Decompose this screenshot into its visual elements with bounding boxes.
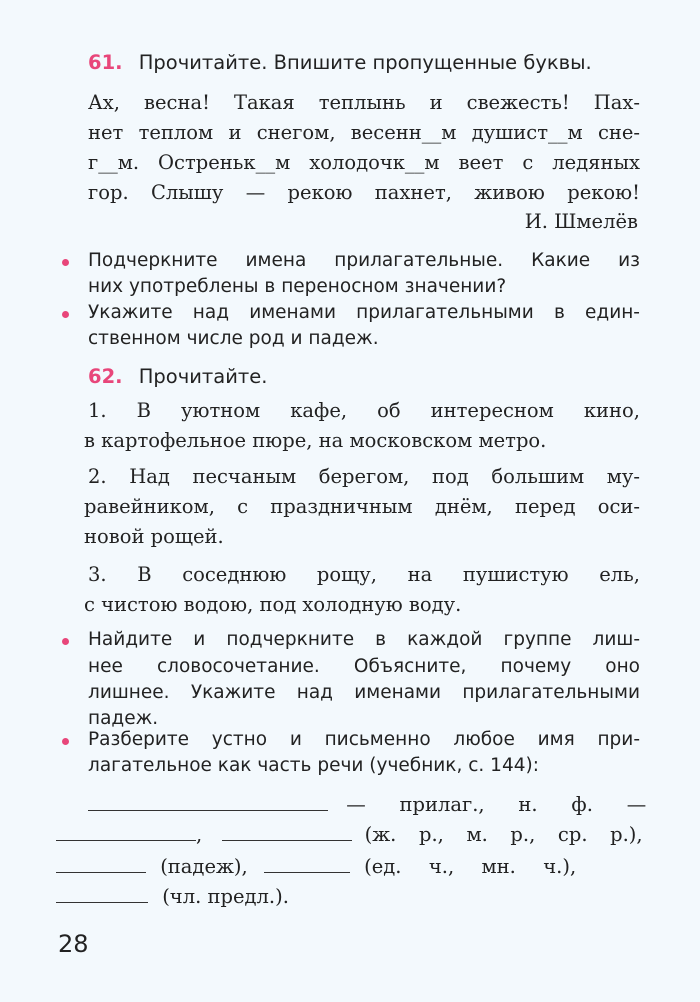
task-line: лишнее. Укажите над именами прилагательными bbox=[88, 682, 640, 703]
bullet-icon bbox=[62, 638, 69, 645]
form-text: (ж. р., м. р., ср. р.), bbox=[364, 823, 643, 846]
text-line: гор. Слышу — рекою пахнет, живою рекою! bbox=[88, 181, 640, 204]
exercise-instruction: Прочитайте. Впишите пропущенные буквы. bbox=[138, 51, 592, 74]
bullet-icon bbox=[62, 311, 69, 318]
answer-blank[interactable] bbox=[56, 822, 196, 841]
text-line: г__м. Остреньк__м холодочк__м веет с ледяных bbox=[88, 151, 640, 174]
task-line: нее словосочетание. Объясните, почему оно bbox=[88, 656, 640, 677]
text-line: нет теплом и снегом, весенн__м душист__м сне- bbox=[88, 121, 640, 144]
task-line: лагательное как часть речи (учебник, с. 144): bbox=[88, 755, 539, 776]
answer-blank[interactable] bbox=[88, 792, 328, 811]
text-line: 1. В уютном кафе, об интересном кино, bbox=[88, 399, 640, 422]
exercise-61-header bbox=[88, 48, 640, 78]
exercise-62-header bbox=[88, 362, 640, 392]
exercise-number: 61. bbox=[88, 51, 123, 74]
bullet-icon bbox=[62, 259, 69, 266]
answer-blank[interactable] bbox=[264, 854, 350, 873]
form-line-3 bbox=[56, 852, 640, 882]
form-text: (ед. ч., мн. ч.), bbox=[364, 855, 577, 878]
text-line: равейником, с праздничным днём, перед оси- bbox=[84, 495, 640, 518]
task-line: них употреблены в переносном значении? bbox=[88, 276, 507, 297]
page-number: 28 bbox=[58, 930, 89, 958]
bullet-icon bbox=[62, 738, 69, 745]
text-line: 2. Над песчаным берегом, под большим му- bbox=[88, 465, 640, 488]
form-text: (чл. предл.). bbox=[162, 885, 289, 908]
form-comma: , bbox=[196, 823, 203, 846]
task-line: Найдите и подчеркните в каждой группе лиш- bbox=[88, 629, 640, 650]
exercise-instruction: Прочитайте. bbox=[138, 365, 268, 388]
author: И. Шмелёв bbox=[524, 210, 638, 233]
task-line: ственном числе род и падеж. bbox=[88, 328, 379, 349]
answer-blank[interactable] bbox=[222, 822, 352, 841]
form-text: — прилаг., н. ф. — bbox=[346, 793, 647, 816]
exercise-number: 62. bbox=[88, 365, 123, 388]
text-line: новой рощей. bbox=[84, 525, 224, 548]
task-line: Подчеркните имена прилагательные. Какие из bbox=[88, 250, 640, 271]
answer-blank[interactable] bbox=[56, 884, 148, 903]
task-line: Укажите над именами прилагательными в един- bbox=[88, 302, 640, 323]
form-text: (падеж), bbox=[160, 855, 248, 878]
form-line-1 bbox=[88, 790, 647, 820]
text-line: Ах, весна! Такая теплынь и свежесть! Пах- bbox=[88, 91, 640, 114]
text-line: в картофельное пюре, на московском метро. bbox=[84, 429, 547, 452]
form-line-4 bbox=[56, 882, 608, 912]
answer-blank[interactable] bbox=[56, 854, 146, 873]
task-line: Разберите устно и письменно любое имя при- bbox=[88, 729, 640, 750]
text-line: с чистою водою, под холодную воду. bbox=[84, 593, 462, 616]
text-line: 3. В соседнюю рощу, на пушистую ель, bbox=[88, 563, 640, 586]
task-line: падеж. bbox=[88, 708, 159, 729]
form-line-2 bbox=[56, 820, 643, 850]
